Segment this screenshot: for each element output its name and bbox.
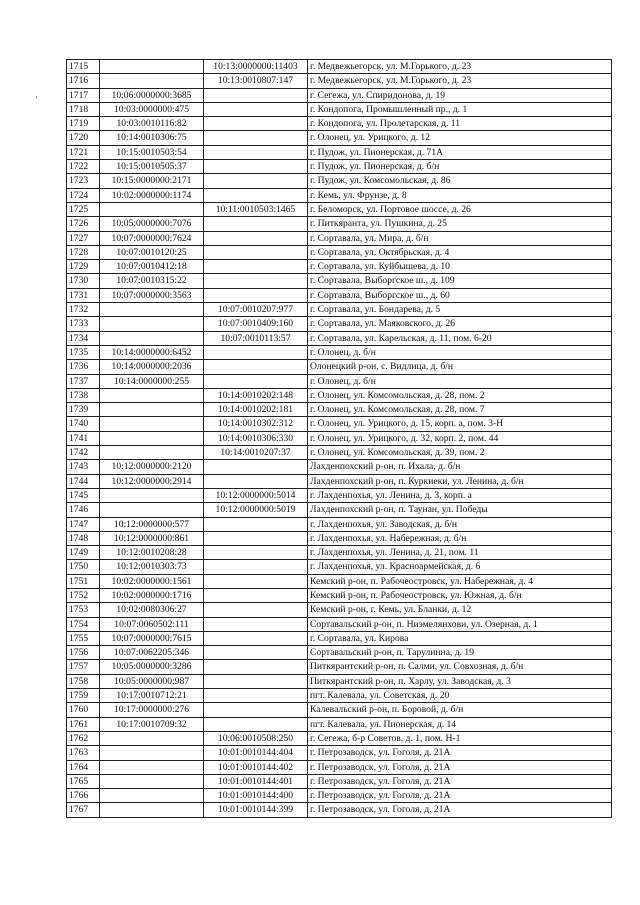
cadastral-land-number-cell bbox=[100, 431, 204, 445]
table-row bbox=[67, 331, 612, 345]
row-number-cell: 1752 bbox=[67, 588, 100, 602]
row-number-cell: 1732 bbox=[67, 303, 100, 317]
table-row bbox=[67, 717, 612, 731]
cadastral-land-number-cell bbox=[100, 488, 204, 502]
cadastral-land-number-cell: 10:07:0000000:3563 bbox=[100, 288, 204, 302]
row-number-cell: 1749 bbox=[67, 546, 100, 560]
table-row bbox=[67, 446, 612, 460]
row-number-cell: 1735 bbox=[67, 345, 100, 359]
cadastral-building-number-cell: 10:13:0000000:11403 bbox=[204, 60, 308, 74]
table-row bbox=[67, 145, 612, 159]
cadastral-building-number-cell bbox=[204, 160, 308, 174]
table-row bbox=[67, 274, 612, 288]
address-cell: г. Медвежьегорск, ул. М.Горького, д. 23 bbox=[308, 60, 612, 74]
address-cell: г. Медвежьегорск, ул. М.Горького, д. 23 bbox=[308, 74, 612, 88]
cadastral-land-number-cell: 10:14:0000000:255 bbox=[100, 374, 204, 388]
address-cell: г. Олонец, ул. Урицкого, д. 12 bbox=[308, 131, 612, 145]
row-number-cell: 1726 bbox=[67, 217, 100, 231]
cadastral-land-number-cell: 10:02:0080306:27 bbox=[100, 603, 204, 617]
cadastral-land-number-cell: 10:03:0000000:475 bbox=[100, 102, 204, 116]
row-number-cell: 1719 bbox=[67, 117, 100, 131]
cadastral-land-number-cell: 10:07:0062205:346 bbox=[100, 646, 204, 660]
cadastral-building-number-cell bbox=[204, 717, 308, 731]
cadastral-building-number-cell bbox=[204, 374, 308, 388]
table-row bbox=[67, 388, 612, 402]
row-number-cell: 1728 bbox=[67, 245, 100, 259]
row-number-cell: 1740 bbox=[67, 417, 100, 431]
cadastral-land-number-cell bbox=[100, 74, 204, 88]
cadastral-building-number-cell: 10:07:0010409:160 bbox=[204, 317, 308, 331]
address-cell: г. Олонец, ул. Комсомольская, д. 39, пом. 2 bbox=[308, 446, 612, 460]
cadastral-land-number-cell: 10:07:0000000:7615 bbox=[100, 631, 204, 645]
address-cell: г. Пудож, ул. Пионерская, д. б/н bbox=[308, 160, 612, 174]
address-cell: г. Беломорск, ул. Портовое шоссе, д. 26 bbox=[308, 202, 612, 216]
address-cell: Олонецкий р-он, с. Видлица, д. б/н bbox=[308, 360, 612, 374]
table-row bbox=[67, 202, 612, 216]
cadastral-building-number-cell bbox=[204, 617, 308, 631]
cadastral-building-number-cell: 10:11:0010503:1465 bbox=[204, 202, 308, 216]
cadastral-land-number-cell: 10:12:0000000:577 bbox=[100, 517, 204, 531]
address-cell: г. Сортавала, ул. Куйбышева, д. 10 bbox=[308, 260, 612, 274]
cadastral-land-number-cell bbox=[100, 803, 204, 817]
cadastral-building-number-cell: 10:07:0010113:57 bbox=[204, 331, 308, 345]
cadastral-building-number-cell bbox=[204, 574, 308, 588]
cadastral-land-number-cell: 10:14:0000000:2036 bbox=[100, 360, 204, 374]
address-cell: г. Лахденпохья, ул. Ленина, д. 21, пом. 11 bbox=[308, 546, 612, 560]
cadastral-building-number-cell: 10:01:0010144:401 bbox=[204, 774, 308, 788]
address-cell: г. Петрозаводск, ул. Гоголя, д. 21А bbox=[308, 760, 612, 774]
cadastral-building-number-cell bbox=[204, 131, 308, 145]
cadastral-building-number-cell bbox=[204, 474, 308, 488]
address-cell: г. Сортавала, Выборгское ш., д. 60 bbox=[308, 288, 612, 302]
table-row bbox=[67, 517, 612, 531]
table-row bbox=[67, 474, 612, 488]
address-cell: г. Лахденпохья, ул. Ленина, д. 3, корп. а bbox=[308, 488, 612, 502]
table-row bbox=[67, 689, 612, 703]
address-cell: пгт. Калевала, ул. Пионерская, д. 14 bbox=[308, 717, 612, 731]
address-cell: г. Олонец, ул. Урицкого, д. 15, корп. а, пом. 3-Н bbox=[308, 417, 612, 431]
address-cell: г. Сортавала, ул. Мира, д. б/н bbox=[308, 231, 612, 245]
address-cell: Кемский р-он, г. Кемь, ул. Бланки, д. 12 bbox=[308, 603, 612, 617]
cadastral-building-number-cell: 10:14:0010207:37 bbox=[204, 446, 308, 460]
address-cell: г. Пудож, ул. Пионерская, д. 71А bbox=[308, 145, 612, 159]
cadastral-building-number-cell bbox=[204, 274, 308, 288]
table-row bbox=[67, 760, 612, 774]
table-row bbox=[67, 74, 612, 88]
row-number-cell: 1759 bbox=[67, 689, 100, 703]
address-cell: г. Петрозаводск, ул. Гоголя, д. 21А bbox=[308, 774, 612, 788]
row-number-cell: 1729 bbox=[67, 260, 100, 274]
address-cell: г. Сортавала, ул. Кирова bbox=[308, 631, 612, 645]
table-row bbox=[67, 746, 612, 760]
cadastral-building-number-cell: 10:13:0010807:147 bbox=[204, 74, 308, 88]
row-number-cell: 1743 bbox=[67, 460, 100, 474]
cadastral-land-number-cell bbox=[100, 746, 204, 760]
cadastral-building-number-cell: 10:12:0000000:5014 bbox=[204, 488, 308, 502]
cadastral-land-number-cell: 10:12:0010208:28 bbox=[100, 546, 204, 560]
cadastral-land-number-cell: 10:07:0060502:111 bbox=[100, 617, 204, 631]
table-row bbox=[67, 403, 612, 417]
cadastral-building-number-cell: 10:07:0010207:977 bbox=[204, 303, 308, 317]
cadastral-land-number-cell bbox=[100, 789, 204, 803]
cadastral-building-number-cell bbox=[204, 360, 308, 374]
row-number-cell: 1751 bbox=[67, 574, 100, 588]
address-cell: г. Питкяранта, ул. Пушкина, д. 25 bbox=[308, 217, 612, 231]
table-row bbox=[67, 546, 612, 560]
margin-mark bbox=[36, 96, 37, 99]
address-cell: Сортавальский р-он, п. Тарулинна, д. 19 bbox=[308, 646, 612, 660]
cadastral-land-number-cell bbox=[100, 403, 204, 417]
address-cell: г. Лахденпохья, ул. Заводская, д. б/н bbox=[308, 517, 612, 531]
row-number-cell: 1760 bbox=[67, 703, 100, 717]
row-number-cell: 1762 bbox=[67, 731, 100, 745]
table-row bbox=[67, 789, 612, 803]
table-body bbox=[67, 60, 612, 818]
address-cell: г. Сортавала, ул. Карельская, д. 11, пом. 6-20 bbox=[308, 331, 612, 345]
cadastral-building-number-cell: 10:14:0010306:330 bbox=[204, 431, 308, 445]
table-row bbox=[67, 703, 612, 717]
table-row bbox=[67, 803, 612, 817]
table-row bbox=[67, 560, 612, 574]
row-number-cell: 1724 bbox=[67, 188, 100, 202]
address-cell: Сортавальский р-он, п. Ниэмелянхови, ул. Озерная, д. 1 bbox=[308, 617, 612, 631]
row-number-cell: 1727 bbox=[67, 231, 100, 245]
cadastral-land-number-cell: 10:02:0000000:1561 bbox=[100, 574, 204, 588]
address-cell: Лахденпохский р-он, п. Ихала, д. б/н bbox=[308, 460, 612, 474]
cadastral-building-number-cell: 10:01:0010144:404 bbox=[204, 746, 308, 760]
address-cell: г. Олонец, д. б/н bbox=[308, 345, 612, 359]
row-number-cell: 1737 bbox=[67, 374, 100, 388]
table-row bbox=[67, 88, 612, 102]
row-number-cell: 1748 bbox=[67, 531, 100, 545]
cadastral-land-number-cell bbox=[100, 760, 204, 774]
cadastral-land-number-cell: 10:17:0000000:276 bbox=[100, 703, 204, 717]
row-number-cell: 1718 bbox=[67, 102, 100, 116]
row-number-cell: 1742 bbox=[67, 446, 100, 460]
address-cell: Лахденпохский р-он, п. Куркиеки, ул. Ленина, д. б/н bbox=[308, 474, 612, 488]
row-number-cell: 1754 bbox=[67, 617, 100, 631]
cadastral-land-number-cell: 10:05:0000000:3286 bbox=[100, 660, 204, 674]
row-number-cell: 1715 bbox=[67, 60, 100, 74]
cadastral-building-number-cell bbox=[204, 174, 308, 188]
table-row bbox=[67, 217, 612, 231]
cadastral-land-number-cell: 10:17:0010712:21 bbox=[100, 689, 204, 703]
cadastral-land-number-cell: 10:03:0010116:82 bbox=[100, 117, 204, 131]
address-cell: Калевальский р-он, п. Боровой, д. б/н bbox=[308, 703, 612, 717]
row-number-cell: 1764 bbox=[67, 760, 100, 774]
row-number-cell: 1730 bbox=[67, 274, 100, 288]
table-row bbox=[67, 60, 612, 74]
row-number-cell: 1767 bbox=[67, 803, 100, 817]
address-cell: г. Сегежа, б-р Советов, д. 1, пом. Н-1 bbox=[308, 731, 612, 745]
cadastral-land-number-cell bbox=[100, 202, 204, 216]
cadastral-land-number-cell bbox=[100, 731, 204, 745]
table-row bbox=[67, 131, 612, 145]
table-row bbox=[67, 174, 612, 188]
row-number-cell: 1717 bbox=[67, 88, 100, 102]
table-row bbox=[67, 431, 612, 445]
cadastral-building-number-cell: 10:14:0010202:148 bbox=[204, 388, 308, 402]
cadastral-land-number-cell: 10:07:0010315:22 bbox=[100, 274, 204, 288]
cadastral-building-number-cell: 10:14:0010202:181 bbox=[204, 403, 308, 417]
cadastral-building-number-cell: 10:01:0010144:400 bbox=[204, 789, 308, 803]
row-number-cell: 1723 bbox=[67, 174, 100, 188]
table-row bbox=[67, 731, 612, 745]
cadastral-building-number-cell: 10:06:0010508:250 bbox=[204, 731, 308, 745]
cadastral-building-number-cell bbox=[204, 145, 308, 159]
cadastral-land-number-cell bbox=[100, 446, 204, 460]
table-row bbox=[67, 231, 612, 245]
row-number-cell: 1766 bbox=[67, 789, 100, 803]
address-cell: Кемский р-он, п. Рабочеостровск, ул. Набережная, д. 4 bbox=[308, 574, 612, 588]
cadastral-land-number-cell: 10:07:0010120:25 bbox=[100, 245, 204, 259]
row-number-cell: 1746 bbox=[67, 503, 100, 517]
cadastral-building-number-cell: 10:01:0010144:402 bbox=[204, 760, 308, 774]
cadastral-land-number-cell: 10:12:0000000:2120 bbox=[100, 460, 204, 474]
cadastral-building-number-cell bbox=[204, 117, 308, 131]
cadastral-building-number-cell bbox=[204, 345, 308, 359]
table-row bbox=[67, 503, 612, 517]
table-row bbox=[67, 660, 612, 674]
table-row bbox=[67, 374, 612, 388]
cadastral-land-number-cell bbox=[100, 417, 204, 431]
cadastral-building-number-cell bbox=[204, 703, 308, 717]
address-cell: г. Пудож, ул. Комсомольская, д. 86 bbox=[308, 174, 612, 188]
table-row bbox=[67, 288, 612, 302]
address-cell: г. Сортавала, ул. Бондарева, д. 5 bbox=[308, 303, 612, 317]
table-row bbox=[67, 317, 612, 331]
table-row bbox=[67, 102, 612, 116]
table-row bbox=[67, 117, 612, 131]
cadastral-land-number-cell: 10:15:0010505:37 bbox=[100, 160, 204, 174]
table-row bbox=[67, 160, 612, 174]
row-number-cell: 1739 bbox=[67, 403, 100, 417]
address-cell: г. Олонец, ул. Комсомольская, д. 28, пом. 7 bbox=[308, 403, 612, 417]
cadastral-building-number-cell bbox=[204, 674, 308, 688]
cadastral-land-number-cell bbox=[100, 60, 204, 74]
property-register-table bbox=[66, 59, 612, 818]
cadastral-building-number-cell bbox=[204, 288, 308, 302]
cadastral-building-number-cell bbox=[204, 102, 308, 116]
address-cell: г. Лахденпохья, ул. Красноармейская, д. 6 bbox=[308, 560, 612, 574]
address-cell: г. Сортавала, ул. Маяковского, д. 26 bbox=[308, 317, 612, 331]
cadastral-building-number-cell bbox=[204, 660, 308, 674]
row-number-cell: 1763 bbox=[67, 746, 100, 760]
cadastral-land-number-cell: 10:12:0010303:73 bbox=[100, 560, 204, 574]
address-cell: г. Сегежа, ул. Спиридонова, д. 19 bbox=[308, 88, 612, 102]
row-number-cell: 1747 bbox=[67, 517, 100, 531]
table-row bbox=[67, 460, 612, 474]
row-number-cell: 1725 bbox=[67, 202, 100, 216]
row-number-cell: 1741 bbox=[67, 431, 100, 445]
table-row bbox=[67, 188, 612, 202]
cadastral-building-number-cell bbox=[204, 231, 308, 245]
row-number-cell: 1756 bbox=[67, 646, 100, 660]
row-number-cell: 1733 bbox=[67, 317, 100, 331]
cadastral-building-number-cell bbox=[204, 217, 308, 231]
cadastral-land-number-cell: 10:14:0010306:75 bbox=[100, 131, 204, 145]
cadastral-building-number-cell bbox=[204, 260, 308, 274]
table-row bbox=[67, 574, 612, 588]
cadastral-land-number-cell: 10:12:0000000:861 bbox=[100, 531, 204, 545]
cadastral-building-number-cell bbox=[204, 188, 308, 202]
table-row bbox=[67, 617, 612, 631]
address-cell: г. Петрозаводск, ул. Гоголя, д. 21А bbox=[308, 803, 612, 817]
row-number-cell: 1755 bbox=[67, 631, 100, 645]
address-cell: г. Кондопога, ул. Пролетарская, д. 11 bbox=[308, 117, 612, 131]
cadastral-building-number-cell bbox=[204, 631, 308, 645]
cadastral-building-number-cell bbox=[204, 531, 308, 545]
row-number-cell: 1738 bbox=[67, 388, 100, 402]
cadastral-land-number-cell bbox=[100, 303, 204, 317]
cadastral-land-number-cell: 10:02:0000000:1174 bbox=[100, 188, 204, 202]
table-row bbox=[67, 260, 612, 274]
cadastral-land-number-cell bbox=[100, 317, 204, 331]
cadastral-land-number-cell: 10:14:0000000:6452 bbox=[100, 345, 204, 359]
address-cell: г. Олонец, д. б/н bbox=[308, 374, 612, 388]
cadastral-land-number-cell: 10:05:0000000:987 bbox=[100, 674, 204, 688]
address-cell: Питкярантский р-он, п. Харлу, ул. Заводская, д. 3 bbox=[308, 674, 612, 688]
table-row bbox=[67, 674, 612, 688]
row-number-cell: 1716 bbox=[67, 74, 100, 88]
row-number-cell: 1750 bbox=[67, 560, 100, 574]
cadastral-land-number-cell bbox=[100, 774, 204, 788]
address-cell: г. Петрозаводск, ул. Гоголя, д. 21А bbox=[308, 746, 612, 760]
row-number-cell: 1722 bbox=[67, 160, 100, 174]
address-cell: г. Сортавала, ул. Октябрьская, д. 4 bbox=[308, 245, 612, 259]
address-cell: г. Лахденпохья, ул. Набережная, д. б/н bbox=[308, 531, 612, 545]
address-cell: г. Кемь, ул. Фрунзе, д. 8 bbox=[308, 188, 612, 202]
row-number-cell: 1757 bbox=[67, 660, 100, 674]
table-row bbox=[67, 303, 612, 317]
cadastral-land-number-cell: 10:15:0010503:54 bbox=[100, 145, 204, 159]
row-number-cell: 1721 bbox=[67, 145, 100, 159]
cadastral-building-number-cell bbox=[204, 460, 308, 474]
cadastral-land-number-cell: 10:06:0000000:3685 bbox=[100, 88, 204, 102]
cadastral-land-number-cell: 10:07:0010412:18 bbox=[100, 260, 204, 274]
cadastral-building-number-cell: 10:01:0010144:399 bbox=[204, 803, 308, 817]
row-number-cell: 1745 bbox=[67, 488, 100, 502]
table-row bbox=[67, 245, 612, 259]
cadastral-building-number-cell bbox=[204, 245, 308, 259]
table-row bbox=[67, 603, 612, 617]
table-row bbox=[67, 531, 612, 545]
row-number-cell: 1744 bbox=[67, 474, 100, 488]
address-cell: г. Сортавала, Выборгское ш., д. 109 bbox=[308, 274, 612, 288]
table-row bbox=[67, 417, 612, 431]
cadastral-land-number-cell: 10:15:0000000:2171 bbox=[100, 174, 204, 188]
table-row bbox=[67, 774, 612, 788]
address-cell: г. Олонец, ул. Комсомольская, д. 28, пом. 2 bbox=[308, 388, 612, 402]
cadastral-building-number-cell bbox=[204, 546, 308, 560]
row-number-cell: 1761 bbox=[67, 717, 100, 731]
address-cell: г. Кондопога, Промышленный пр., д. 1 bbox=[308, 102, 612, 116]
table-row bbox=[67, 360, 612, 374]
cadastral-building-number-cell bbox=[204, 560, 308, 574]
cadastral-building-number-cell bbox=[204, 603, 308, 617]
cadastral-land-number-cell: 10:02:0000000:1716 bbox=[100, 588, 204, 602]
cadastral-land-number-cell: 10:07:0000000:7624 bbox=[100, 231, 204, 245]
address-cell: Кемский р-он, п. Рабочеостровск, ул. Южная, д. б/н bbox=[308, 588, 612, 602]
cadastral-building-number-cell bbox=[204, 517, 308, 531]
table-row bbox=[67, 488, 612, 502]
row-number-cell: 1720 bbox=[67, 131, 100, 145]
cadastral-building-number-cell bbox=[204, 88, 308, 102]
row-number-cell: 1753 bbox=[67, 603, 100, 617]
address-cell: пгт. Калевала, ул. Советская, д. 20 bbox=[308, 689, 612, 703]
row-number-cell: 1734 bbox=[67, 331, 100, 345]
cadastral-building-number-cell: 10:14:0010302:312 bbox=[204, 417, 308, 431]
cadastral-land-number-cell bbox=[100, 331, 204, 345]
row-number-cell: 1765 bbox=[67, 774, 100, 788]
address-cell: Питкярантский р-он, п. Салми, ул. Совхозная, д. б/н bbox=[308, 660, 612, 674]
address-cell: г. Олонец, ул. Урицкого, д. 32, корп. 2, пом. 44 bbox=[308, 431, 612, 445]
table-row bbox=[67, 345, 612, 359]
cadastral-land-number-cell bbox=[100, 388, 204, 402]
table-row bbox=[67, 631, 612, 645]
row-number-cell: 1736 bbox=[67, 360, 100, 374]
cadastral-building-number-cell: 10:12:0000000:5019 bbox=[204, 503, 308, 517]
cadastral-building-number-cell bbox=[204, 646, 308, 660]
cadastral-land-number-cell: 10:12:0000000:2914 bbox=[100, 474, 204, 488]
table-row bbox=[67, 588, 612, 602]
cadastral-land-number-cell: 10:17:0010709:32 bbox=[100, 717, 204, 731]
table-row bbox=[67, 646, 612, 660]
row-number-cell: 1731 bbox=[67, 288, 100, 302]
cadastral-building-number-cell bbox=[204, 588, 308, 602]
row-number-cell: 1758 bbox=[67, 674, 100, 688]
address-cell: г. Петрозаводск, ул. Гоголя, д. 21А bbox=[308, 789, 612, 803]
cadastral-land-number-cell bbox=[100, 503, 204, 517]
cadastral-land-number-cell: 10:05:0000000:7076 bbox=[100, 217, 204, 231]
cadastral-building-number-cell bbox=[204, 689, 308, 703]
address-cell: Лахденпохский р-он, п. Таунан, ул. Победы bbox=[308, 503, 612, 517]
